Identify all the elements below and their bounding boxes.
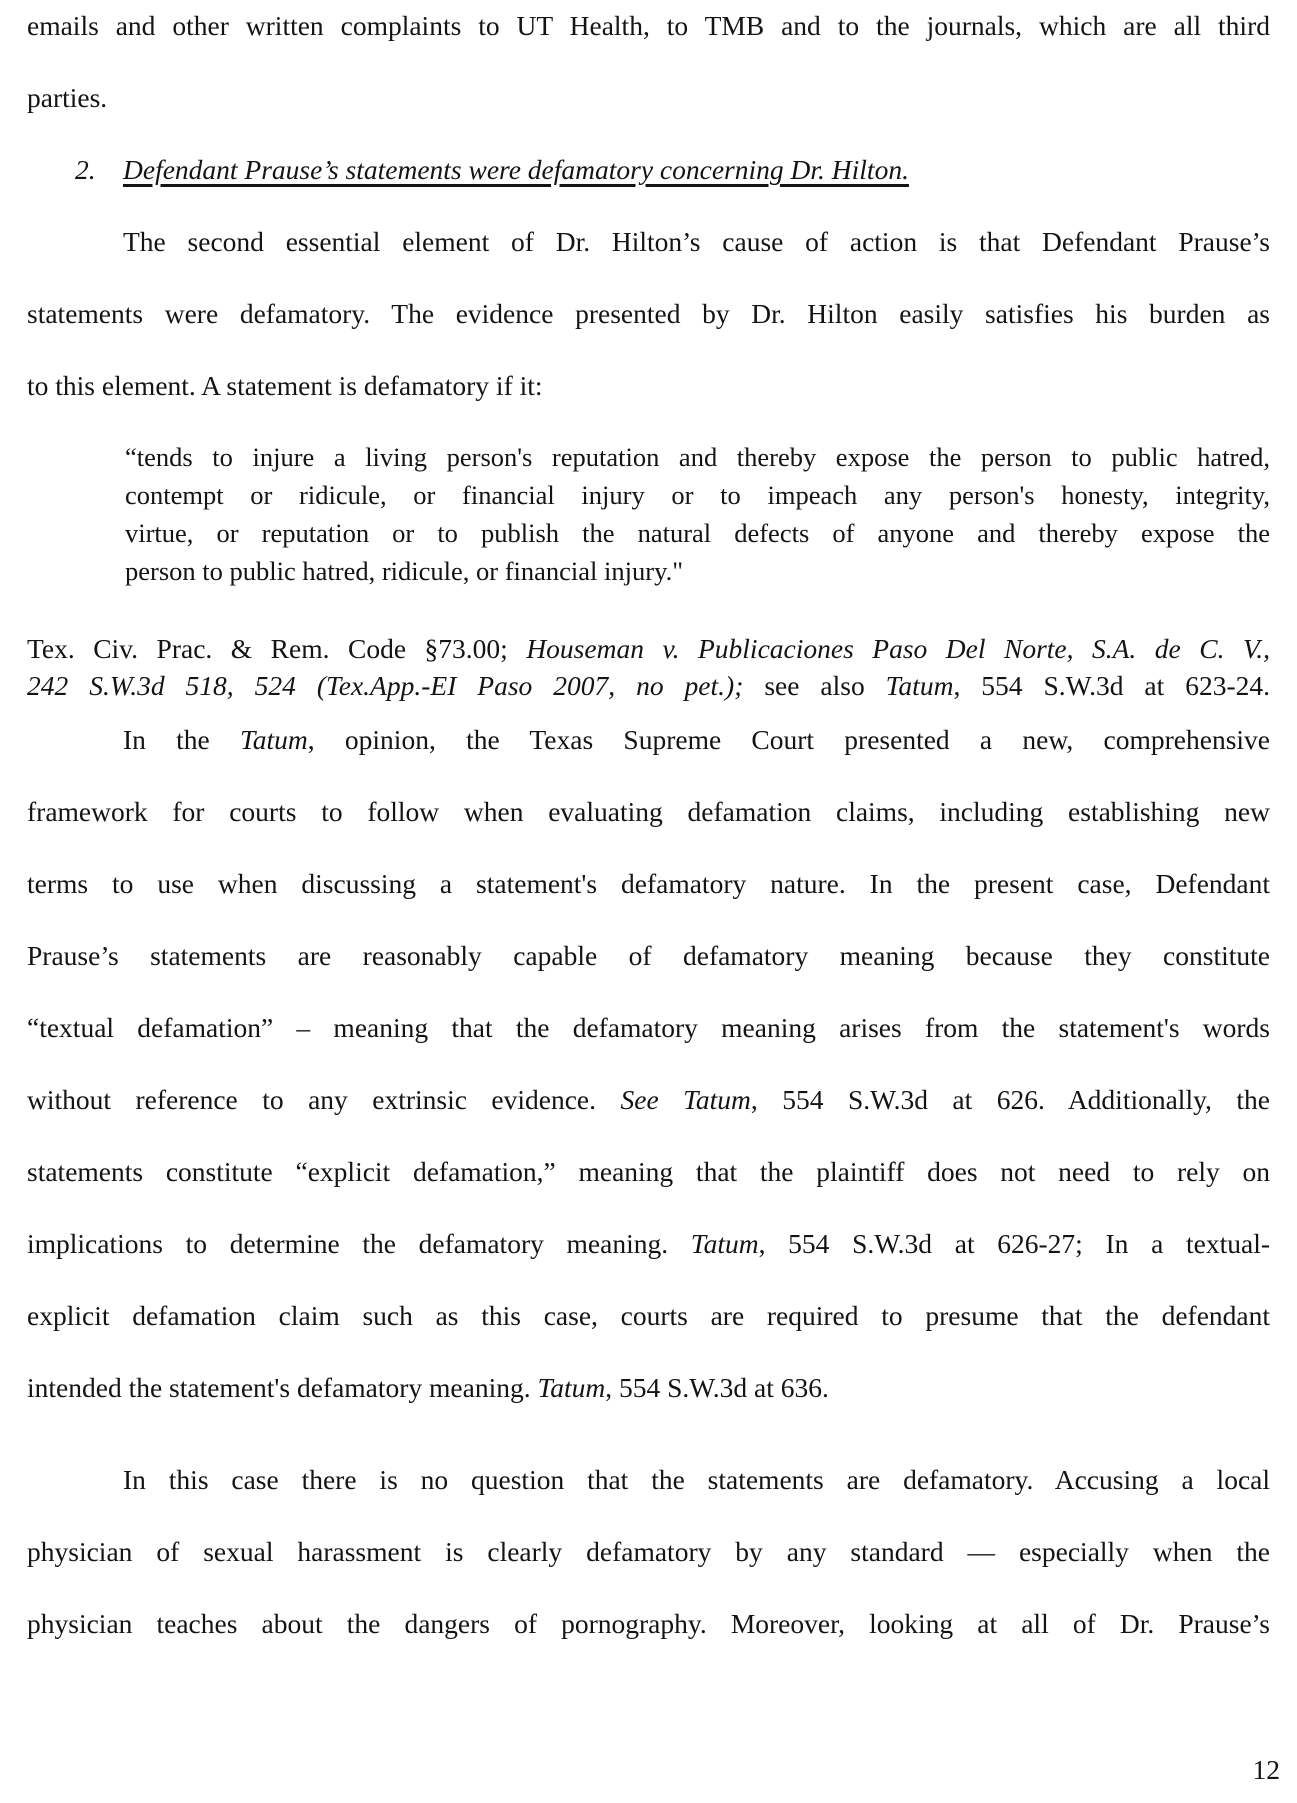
citation-text: see also: [743, 670, 886, 701]
text-line: terms to use when discussing a statement's defamatory nature. In the present case, Defendant: [27, 868, 1270, 899]
quote-line: “tends to injure a living person's reputation and thereby expose the person to public hatred,: [125, 442, 1270, 472]
paragraph: [27, 704, 1270, 1424]
case-name-italic: Tatum: [885, 670, 954, 701]
body-text: implications to determine the defamatory meaning.: [27, 1228, 691, 1259]
body-text: without reference to any extrinsic evidence.: [27, 1084, 621, 1115]
case-name-italic: Tatum: [240, 724, 308, 755]
page-number: 12: [1252, 1754, 1280, 1785]
case-name-italic: See Tatum: [620, 1084, 751, 1115]
citation-line: [27, 667, 1270, 704]
body-text: , 554 S.W.3d at 636.: [605, 1372, 829, 1403]
body-text: In the: [123, 724, 241, 755]
text-line: statements constitute “explicit defamation,” meaning that the plaintiff does not need to rely on: [27, 1156, 1270, 1187]
text-line: to this element. A statement is defamatory if it:: [27, 370, 543, 401]
case-reporter-italic: 242 S.W.3d 518, 524 (Tex.App.-EI Paso 2007, no pet.);: [27, 670, 744, 701]
text-line: parties.: [27, 82, 108, 113]
body-text: , opinion, the Texas Supreme Court presented a new, comprehensive: [307, 724, 1270, 755]
quote-line: virtue, or reputation or to publish the natural defects of anyone and thereby expose the: [125, 518, 1270, 548]
block-quote: [125, 438, 1270, 590]
text-line: “textual defamation” – meaning that the defamatory meaning arises from the statement's words: [27, 1012, 1270, 1043]
text-line: Prause’s statements are reasonably capable of defamatory meaning because they constitute: [27, 940, 1270, 971]
heading-text: Defendant Prause’s statements were defamatory concerning Dr. Hilton.: [123, 154, 909, 185]
text-line: [27, 1208, 1270, 1280]
text-line: physician teaches about the dangers of pornography. Moreover, looking at all of Dr. Prause’s: [27, 1608, 1270, 1639]
section-heading: [27, 134, 1270, 206]
text-line: emails and other written complaints to UT Health, to TMB and to the journals, which are all third: [27, 10, 1270, 41]
body-text: , 554 S.W.3d at 626-27; In a textual-: [758, 1228, 1270, 1259]
text-line: [27, 1352, 1270, 1424]
text-line: In this case there is no question that the statements are defamatory. Accusing a local: [123, 1464, 1270, 1495]
paragraph: [27, 1444, 1270, 1660]
citation-paragraph: [27, 630, 1270, 704]
case-name-italic: Houseman v. Publicaciones Paso Del Norte, S.A. de C. V.,: [526, 633, 1270, 664]
citation-line: [27, 630, 1270, 667]
case-name-italic: Tatum: [537, 1372, 606, 1403]
heading-number: 2.: [75, 154, 96, 185]
body-text: , 554 S.W.3d at 626. Additionally, the: [750, 1084, 1270, 1115]
text-line: [27, 704, 1270, 776]
case-name-italic: Tatum: [690, 1228, 759, 1259]
citation-text: Tex. Civ. Prac. & Rem. Code §73.00;: [27, 633, 527, 664]
quote-line: contempt or ridicule, or financial injury or to impeach any person's honesty, integrity,: [125, 480, 1270, 510]
paragraph-continuation: [27, 0, 1270, 134]
text-line: statements were defamatory. The evidence presented by Dr. Hilton easily satisfies his burden as: [27, 298, 1270, 329]
text-line: The second essential element of Dr. Hilton’s cause of action is that Defendant Prause’s: [123, 226, 1270, 257]
paragraph: [27, 206, 1270, 422]
citation-text: , 554 S.W.3d at 623-24.: [953, 670, 1270, 701]
text-line: framework for courts to follow when evaluating defamation claims, including establishing new: [27, 796, 1270, 827]
text-line: [27, 1064, 1270, 1136]
text-line: explicit defamation claim such as this case, courts are required to presume that the defendant: [27, 1300, 1270, 1331]
body-text: intended the statement's defamatory meaning.: [27, 1372, 538, 1403]
quote-line: person to public hatred, ridicule, or financial injury.": [125, 556, 684, 586]
text-line: physician of sexual harassment is clearly defamatory by any standard — especially when the: [27, 1536, 1270, 1567]
